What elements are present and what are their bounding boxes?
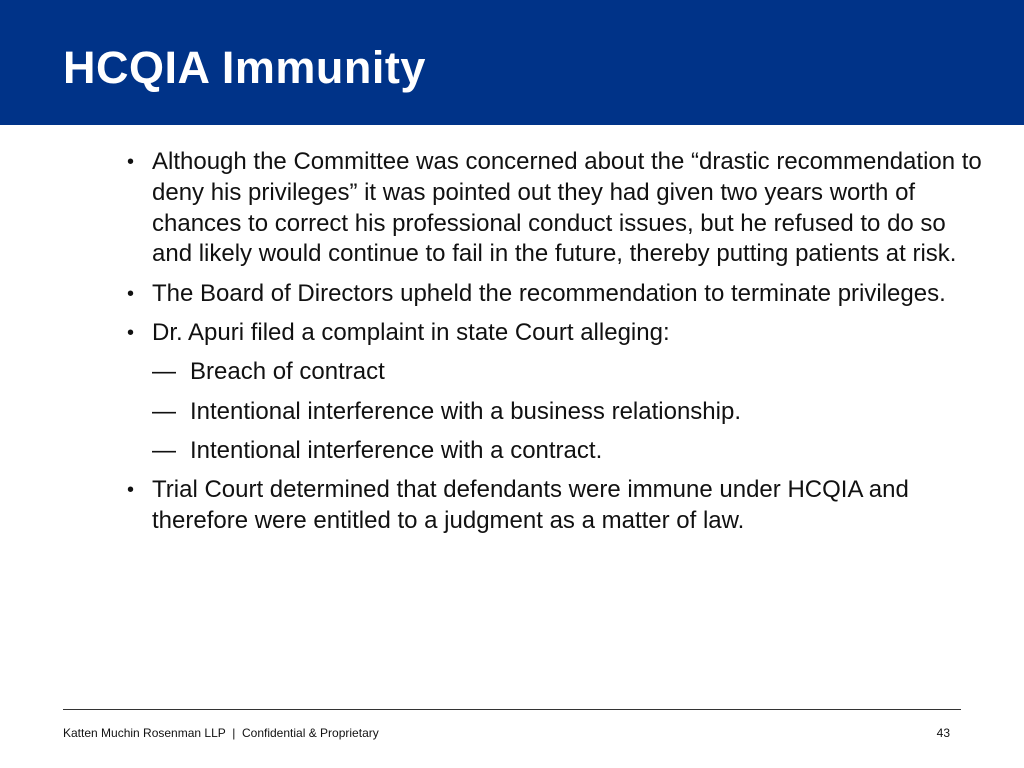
bullet-text: Trial Court determined that defendants were immune under HCQIA and therefore were entitled to a judgment as a matter of law. [152,476,909,534]
title-banner [0,0,1024,125]
dash-icon: — [152,397,176,425]
dash-icon: — [152,436,176,464]
bullet-text: The Board of Directors upheld the recommendation to terminate privileges. [152,279,946,307]
page-number: 43 [936,726,950,740]
bullet-item [127,147,987,270]
sub-bullet-item [127,436,987,467]
bullet-text: Although the Committee was concerned about the “drastic recommendation to deny his privileges” it was pointed out they had given two years worth of chances to correct his professional conduct issues, but he refused to do so and likely would continue to fail in the future, thereby putting patients at risk. [152,148,982,268]
sub-bullet-text: Intentional interference with a business relationship. [190,397,741,425]
sub-bullet-text: Breach of contract [190,358,385,386]
bullet-icon: • [127,321,135,344]
footer-divider [63,709,961,710]
slide-title: HCQIA Immunity [63,42,426,93]
sub-bullet-text: Intentional interference with a contract. [190,436,603,464]
bullet-icon: • [127,479,135,502]
bullet-icon: • [127,282,135,305]
slide-content [127,147,987,545]
bullet-item [127,279,987,310]
sub-bullet-item [127,357,987,388]
bullet-item [127,475,987,537]
bullet-item [127,318,987,349]
bullet-icon: • [127,151,135,173]
sub-bullet-item [127,397,987,428]
bullet-text: Dr. Apuri filed a complaint in state Court alleging: [152,318,670,346]
footer-text: Katten Muchin Rosenman LLP | Confidential & Proprietary [63,726,379,740]
dash-icon: — [152,358,176,386]
